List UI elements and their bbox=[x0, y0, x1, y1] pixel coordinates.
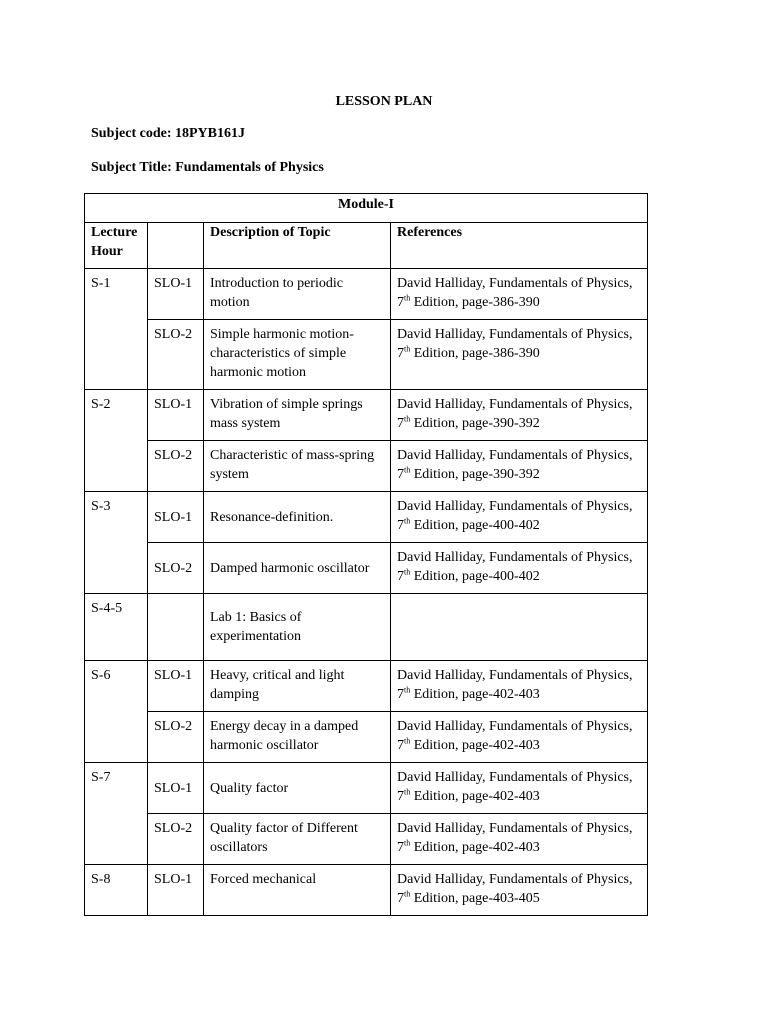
reference-pages: 402-403 bbox=[493, 687, 540, 702]
slo-cell: SLO-2 bbox=[148, 814, 204, 865]
reference-edition-text: Edition, page- bbox=[410, 569, 494, 584]
reference-author-text: David Halliday, Fundamentals of Physics, bbox=[397, 770, 633, 785]
reference-edition-number: 7 bbox=[397, 569, 404, 584]
reference-author-text: David Halliday, Fundamentals of Physics, bbox=[397, 448, 633, 463]
header-references: References bbox=[391, 223, 648, 269]
reference-author-text: David Halliday, Fundamentals of Physics, bbox=[397, 327, 633, 342]
reference-pages: 402-403 bbox=[493, 738, 540, 753]
reference-cell bbox=[391, 320, 648, 390]
header-description: Description of Topic bbox=[204, 223, 391, 269]
table-row bbox=[85, 492, 648, 543]
table-row bbox=[85, 763, 648, 814]
reference-author-text: David Halliday, Fundamentals of Physics, bbox=[397, 668, 633, 683]
table-row bbox=[85, 712, 648, 763]
reference-edition-number: 7 bbox=[397, 416, 404, 431]
reference-edition-suffix: th bbox=[404, 567, 411, 577]
slo-cell bbox=[148, 594, 204, 661]
reference-pages: 386-390 bbox=[493, 346, 540, 361]
reference-cell bbox=[391, 712, 648, 763]
reference-pages: 390-392 bbox=[493, 467, 540, 482]
reference-cell bbox=[391, 543, 648, 594]
table-row bbox=[85, 390, 648, 441]
reference-author-text: David Halliday, Fundamentals of Physics, bbox=[397, 719, 633, 734]
lab-row bbox=[85, 594, 648, 661]
reference-edition-suffix: th bbox=[404, 838, 411, 848]
reference-pages: 403-405 bbox=[493, 891, 540, 906]
topic-cell: Introduction to periodic motion bbox=[204, 269, 391, 320]
reference-pages: 402-403 bbox=[493, 789, 540, 804]
reference-edition-suffix: th bbox=[404, 787, 411, 797]
reference-edition-suffix: th bbox=[404, 465, 411, 475]
lecture-hour-cell: S-6 bbox=[85, 661, 148, 763]
topic-cell: Characteristic of mass-spring system bbox=[204, 441, 391, 492]
topic-cell: Quality factor bbox=[204, 763, 391, 814]
slo-cell: SLO-1 bbox=[148, 865, 204, 916]
reference-edition-text: Edition, page- bbox=[410, 687, 494, 702]
table-row bbox=[85, 320, 648, 390]
reference-cell bbox=[391, 594, 648, 661]
slo-cell: SLO-1 bbox=[148, 661, 204, 712]
subject-code: Subject code: 18PYB161J bbox=[91, 126, 245, 141]
slo-cell: SLO-1 bbox=[148, 269, 204, 320]
reference-edition-suffix: th bbox=[404, 344, 411, 354]
reference-edition-suffix: th bbox=[404, 516, 411, 526]
topic-cell: Forced mechanical bbox=[204, 865, 391, 916]
reference-cell bbox=[391, 492, 648, 543]
page-title: LESSON PLAN bbox=[335, 94, 433, 109]
reference-edition-suffix: th bbox=[404, 414, 411, 424]
table-row bbox=[85, 661, 648, 712]
reference-edition-text: Edition, page- bbox=[410, 346, 494, 361]
reference-edition-text: Edition, page- bbox=[410, 295, 494, 310]
lecture-hour-cell: S-4-5 bbox=[85, 594, 148, 661]
reference-edition-number: 7 bbox=[397, 687, 404, 702]
reference-edition-number: 7 bbox=[397, 891, 404, 906]
reference-author-text: David Halliday, Fundamentals of Physics, bbox=[397, 550, 633, 565]
table-row bbox=[85, 814, 648, 865]
reference-author-text: David Halliday, Fundamentals of Physics, bbox=[397, 872, 633, 887]
table-row bbox=[85, 269, 648, 320]
reference-edition-text: Edition, page- bbox=[410, 738, 494, 753]
reference-edition-number: 7 bbox=[397, 738, 404, 753]
reference-cell bbox=[391, 814, 648, 865]
subject-title: Subject Title: Fundamentals of Physics bbox=[91, 160, 324, 175]
slo-cell: SLO-1 bbox=[148, 390, 204, 441]
topic-cell: Energy decay in a damped harmonic oscillator bbox=[204, 712, 391, 763]
reference-edition-text: Edition, page- bbox=[410, 891, 494, 906]
reference-edition-number: 7 bbox=[397, 295, 404, 310]
reference-author-text: David Halliday, Fundamentals of Physics, bbox=[397, 821, 633, 836]
table-row bbox=[85, 543, 648, 594]
reference-edition-suffix: th bbox=[404, 736, 411, 746]
header-slo bbox=[148, 223, 204, 269]
reference-edition-suffix: th bbox=[404, 293, 411, 303]
slo-cell: SLO-2 bbox=[148, 320, 204, 390]
slo-cell: SLO-2 bbox=[148, 712, 204, 763]
reference-cell bbox=[391, 865, 648, 916]
reference-edition-text: Edition, page- bbox=[410, 518, 494, 533]
topic-cell: Quality factor of Different oscillators bbox=[204, 814, 391, 865]
slo-cell: SLO-2 bbox=[148, 441, 204, 492]
reference-pages: 402-403 bbox=[493, 840, 540, 855]
reference-edition-number: 7 bbox=[397, 346, 404, 361]
table-row bbox=[85, 865, 648, 916]
table-row bbox=[85, 441, 648, 492]
reference-pages: 400-402 bbox=[493, 569, 540, 584]
reference-edition-suffix: th bbox=[404, 685, 411, 695]
topic-cell: Damped harmonic oscillator bbox=[204, 543, 391, 594]
lab-topic-cell: Lab 1: Basics of experimentation bbox=[204, 594, 391, 661]
topic-cell: Heavy, critical and light damping bbox=[204, 661, 391, 712]
topic-cell: Simple harmonic motion-characteristics of simple harmonic motion bbox=[204, 320, 391, 390]
lecture-hour-cell: S-7 bbox=[85, 763, 148, 865]
reference-pages: 400-402 bbox=[493, 518, 540, 533]
reference-edition-text: Edition, page- bbox=[410, 789, 494, 804]
lecture-hour-cell: S-1 bbox=[85, 269, 148, 390]
reference-edition-number: 7 bbox=[397, 467, 404, 482]
reference-cell bbox=[391, 269, 648, 320]
slo-cell: SLO-1 bbox=[148, 763, 204, 814]
lecture-hour-cell: S-2 bbox=[85, 390, 148, 492]
reference-cell bbox=[391, 763, 648, 814]
lecture-hour-cell: S-8 bbox=[85, 865, 148, 916]
reference-edition-number: 7 bbox=[397, 518, 404, 533]
reference-edition-suffix: th bbox=[404, 889, 411, 899]
slo-cell: SLO-2 bbox=[148, 543, 204, 594]
slo-cell: SLO-1 bbox=[148, 492, 204, 543]
reference-cell bbox=[391, 661, 648, 712]
reference-edition-text: Edition, page- bbox=[410, 416, 494, 431]
reference-edition-number: 7 bbox=[397, 789, 404, 804]
lesson-plan-table bbox=[84, 193, 648, 916]
reference-edition-text: Edition, page- bbox=[410, 840, 494, 855]
module-title: Module-I bbox=[85, 194, 648, 223]
reference-author-text: David Halliday, Fundamentals of Physics, bbox=[397, 499, 633, 514]
reference-author-text: David Halliday, Fundamentals of Physics, bbox=[397, 276, 633, 291]
module-row bbox=[85, 194, 648, 223]
reference-pages: 386-390 bbox=[493, 295, 540, 310]
reference-cell bbox=[391, 390, 648, 441]
reference-edition-number: 7 bbox=[397, 840, 404, 855]
header-row bbox=[85, 223, 648, 269]
lecture-hour-cell: S-3 bbox=[85, 492, 148, 594]
reference-cell bbox=[391, 441, 648, 492]
topic-cell: Resonance-definition. bbox=[204, 492, 391, 543]
topic-cell: Vibration of simple springs mass system bbox=[204, 390, 391, 441]
reference-edition-text: Edition, page- bbox=[410, 467, 494, 482]
header-lecture-hour: Lecture Hour bbox=[85, 223, 148, 269]
reference-pages: 390-392 bbox=[493, 416, 540, 431]
reference-author-text: David Halliday, Fundamentals of Physics, bbox=[397, 397, 633, 412]
